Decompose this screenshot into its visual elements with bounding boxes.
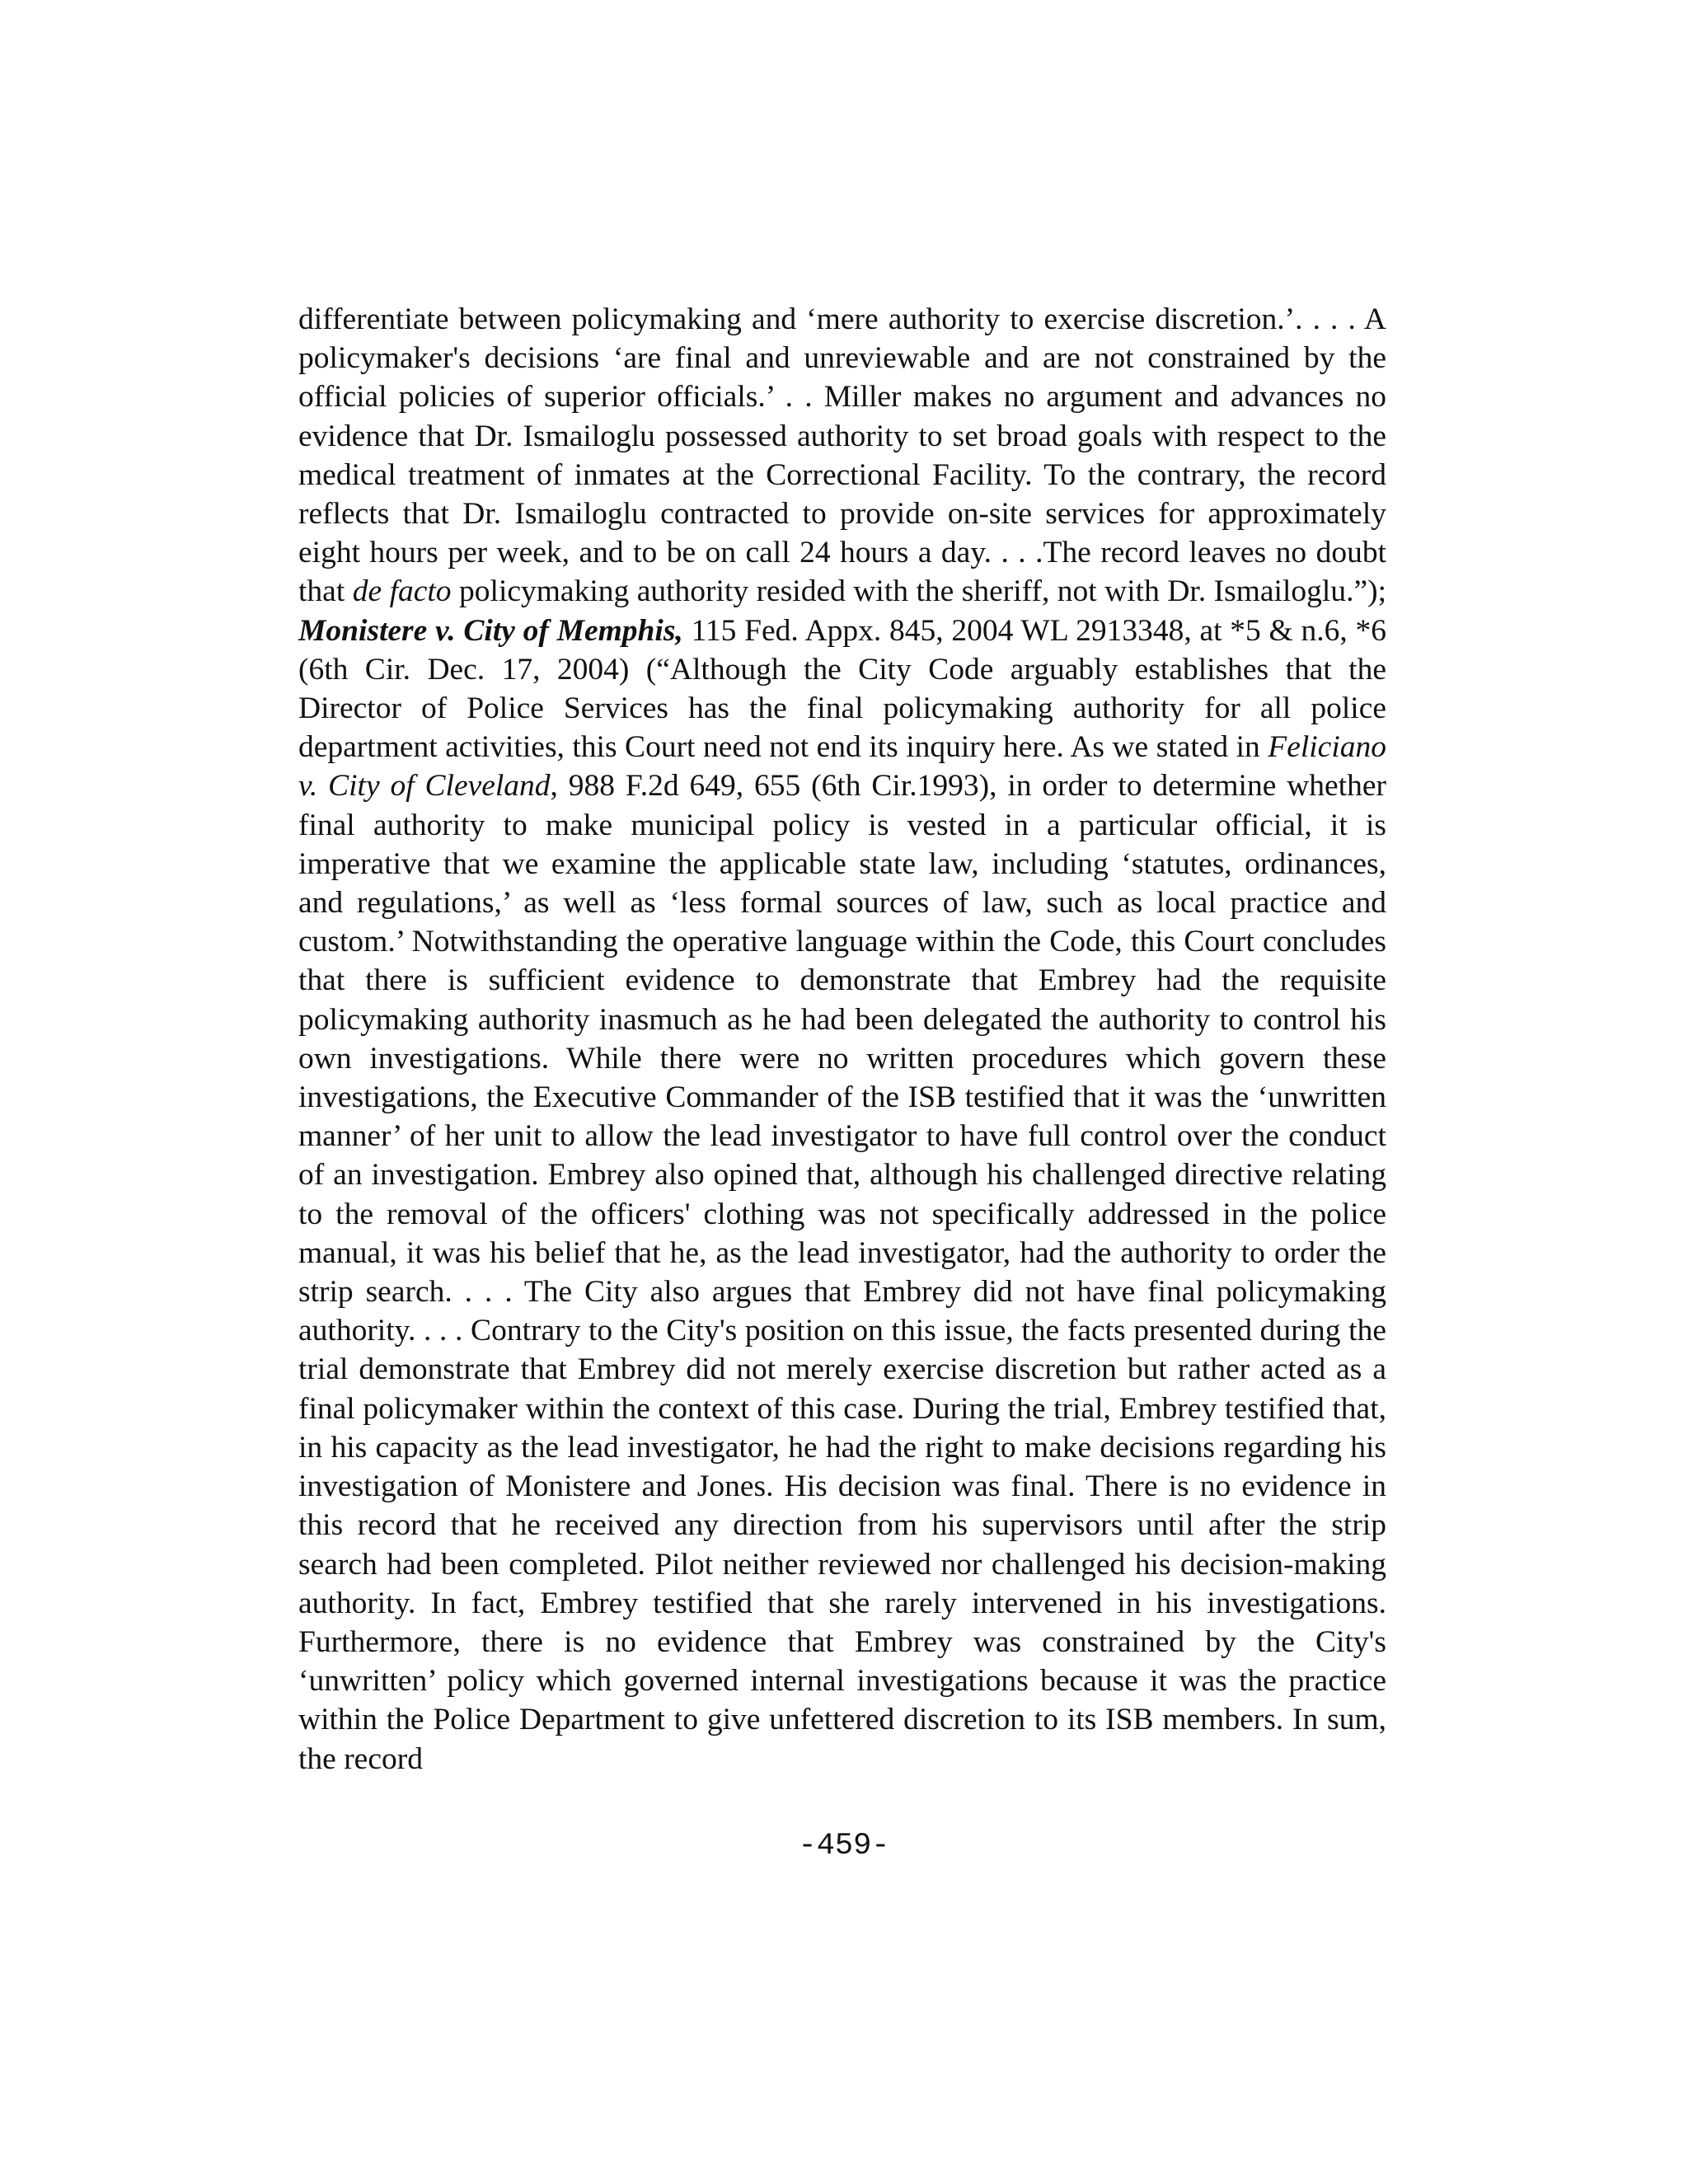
italic-term-de-facto: de facto xyxy=(352,574,452,609)
text-segment: policymaking authority resided with the sheriff, not with Dr. Ismailoglu.”); xyxy=(451,574,1386,609)
text-segment: 115 Fed. Appx. 845, 2004 WL 2913348, at *5 & n.6, *6 (6th Cir. Dec. 17, 2004) (“Although the City Code arguably establishes that the Director of Police Services has the final policymaking authority for all police department activities, this Court need not end its inquiry here. As we stated in xyxy=(298,613,1386,765)
page-number: -459- xyxy=(798,1829,890,1863)
text-segment: , 988 F.2d 649, 655 (6th Cir.1993), in order to determine whether final authority to make municipal policy is vested in a particular official, it is imperative that we examine the applicable state law, including ‘statutes, ordinances, and regulations,’ as well as ‘less formal sources of law, such as local practice and custom.’ Notwithstanding the operative language within the Code, this Court concludes that there is sufficient evidence to demonstrate that Embrey had the requisite policymaking authority inasmuch as he had been delegated the authority to control his own investigations. While there were no written procedures which govern these investigations, the Executive Commander of the ISB testified that it was the ‘unwritten manner’ of her unit to allow the lead investigator to have full control over the conduct of an investigation. Embrey also opined that, although his challenged directive relating to the removal of the officers' clothing was not specifically addressed in the police manual, it was his belief that he, as the lead investigator, had the authority to order the strip search. . . . The City also argues that Embrey did not have final policymaking authority. . . . Contrary to the City's position on this issue, the facts presented during the trial demonstrate that Embrey did not merely exercise discretion but rather acted as a final policymaker within the context of this case. During the trial, Embrey testified that, in his capacity as the lead investigator, he had the right to make decisions regarding his investigation of Monistere and Jones. His decision was final. There is no evidence in this record that he received any direction from his supervisors until after the strip search had been completed. Pilot neither reviewed nor challenged his decision-making authority. In fact, Embrey testified that she rarely intervened in his investigations. Furthermore, there is no evidence that Embrey was constrained by the City's ‘unwritten’ policy which governed internal investigations because it was the practice within the Police Department to give unfettered discretion to its ISB members. In sum, the record xyxy=(298,769,1386,1776)
case-citation-monistere: Monistere v. City of Memphis, xyxy=(298,613,683,648)
body-paragraph xyxy=(298,300,1386,1779)
text-segment: differentiate between policymaking and ‘mere authority to exercise discretion.’. . . . A policymaker's decisions ‘are final and unreviewable and are not constrained by the official policies of superior officials.’ . . Miller makes no argument and advances no evidence that Dr. Ismailoglu possessed authority to set broad goals with respect to the medical treatment of inmates at the Correctional Facility. To the contrary, the record reflects that Dr. Ismailoglu contracted to provide on-site services for approximately eight hours per week, and to be on call 24 hours a day. . . .The record leaves no doubt that xyxy=(298,302,1386,609)
case-citation-feliciano: Feliciano v. City of Cleveland xyxy=(298,730,1386,804)
